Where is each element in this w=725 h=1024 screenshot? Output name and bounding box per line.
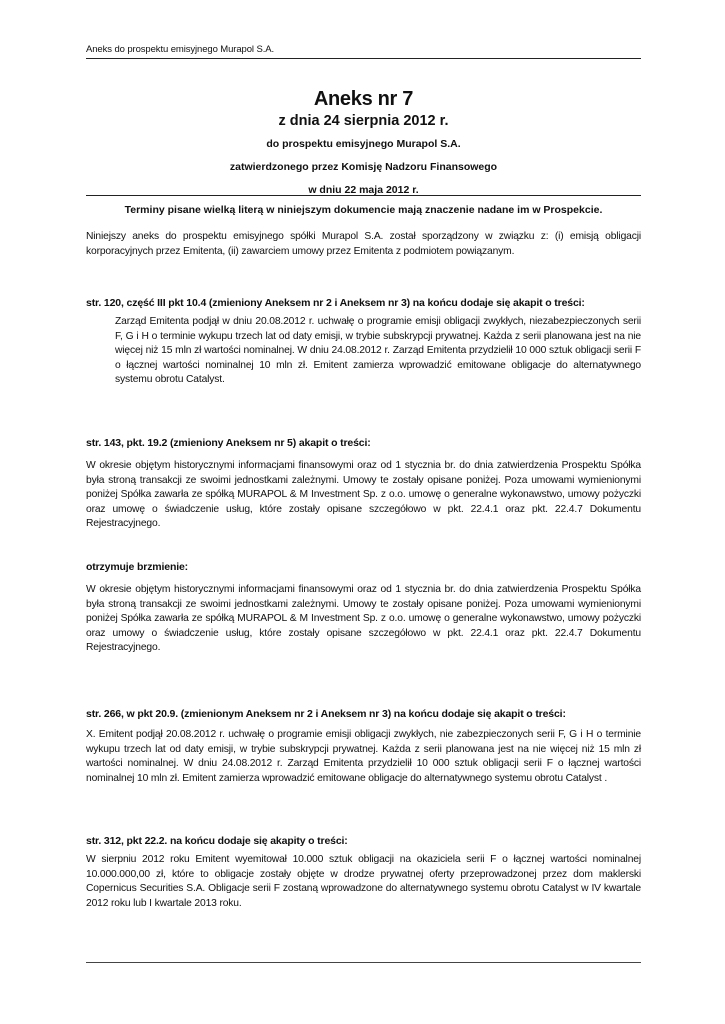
- title-line-prospectus: do prospektu emisyjnego Murapol S.A.: [266, 138, 461, 150]
- intro-paragraph: Niniejszy aneks do prospektu emisyjnego spółki Murapol S.A. został sporządzony w związku z: (i) emisją obligacji korporacyjnych przez Emitenta, (ii) zawarciem umowy przez Emitenta z podmiotem powiązanym.: [86, 231, 641, 257]
- section-3-text: X. Emitent podjął 20.08.2012 r. uchwałę o programie emisji obligacji zwykłych, nie zabezpieczonych serii F, G i H o terminie wykupu trzech lat od daty emisji, w trybie subskrypcji prywatnej. Każda z serii planowana jest na nie więcej niż 15 mln zł wartości nominalnej. W dniu 24.08.2012 r. Zarząd Emitenta przydzielił 10 000 sztuk obligacji serii F o łącznej wartości nominalnej 10 mln zł. Emitent zamierza wprowadzić emitowane obligacje do alternatywnego systemu obrotu Catalyst .: [86, 729, 641, 784]
- footer-rule: [86, 962, 641, 963]
- section-4-text: W sierpniu 2012 roku Emitent wyemitował 10.000 sztuk obligacji na okaziciela serii F o łącznej wartości nominalnej 10.000.000,00 zł, które to obligacje zostały objęte w drodze prywatnej oferty przeprowadzonej przez dom maklerski Copernicus Securities S.A. Obligacje serii F zostaną wprowadzone do alternatywnego systemu obrotu Catalyst w IV kwartale 2012 roku lub I kwartale 2013 roku.: [86, 854, 641, 909]
- title-line-approval-date: w dniu 22 maja 2012 r.: [308, 184, 419, 196]
- title-block: [86, 87, 641, 197]
- section-2-subheading: otrzymuje brzmienie:: [86, 561, 189, 573]
- running-header: Aneks do prospektu emisyjnego Murapol S.A.: [86, 44, 641, 59]
- terms-note: Terminy pisane wielką literą w niniejszym dokumencie mają znaczenie nadane im w Prospekcie.: [86, 195, 641, 217]
- section-2-heading: str. 143, pkt. 19.2 (zmieniony Aneksem nr 5) akapit o treści:: [86, 437, 371, 449]
- section-1-text: Zarząd Emitenta podjął w dniu 20.08.2012 r. uchwałę o programie emisji obligacji zwykłych, niezabezpieczonych serii F, G i H o terminie wykupu trzech lat od daty emisji, w trybie subskrypcji prywatnej. Każda z serii planowana jest na nie więcej niż 15 mln zł wartości nominalnej. W dniu 24.08.2012 r. Zarząd Emitenta przydzielił 10 000 sztuk obligacji serii F o łącznej wartości nominalnej 10 mln zł. Emitent zamierza wprowadzić emitowane obligacje do alternatywnego systemu obrotu Catalyst.: [115, 316, 641, 386]
- section-2-new-text: W okresie objętym historycznymi informacjami finansowymi oraz od 1 stycznia br. do dnia zatwierdzenia Prospektu Spółka była stroną transakcji ze swoimi jednostkami zależnymi. Umowy te zostały opisane poniżej. Poza umowami wymienionymi poniżej Spółka zawarła ze spółką MURAPOL & M Investment Sp. z o.o. umowę o generalne wykonawstwo, umowy pożyczki oraz umowy o świadczenie usług, które zostały opisane szczegółowo w pkt. 22.4.1 oraz pkt. 22.4.7 Dokumentu Rejestracyjnego.: [86, 584, 641, 654]
- section-2-text: W okresie objętym historycznymi informacjami finansowymi oraz od 1 stycznia br. do dnia zatwierdzenia Prospektu Spółka była stroną transakcji ze swoimi jednostkami zależnymi. Umowy te zostały opisane poniżej. Poza umowami wymienionymi poniżej Spółka zawarła ze spółką MURAPOL & M Investment Sp. z o.o. umowę o generalne wykonawstwo, umowy pożyczki oraz umowę o świadczenie usług, które zostały opisane szczegółowo w pkt. 22.4.1 oraz pkt. 22.4.7 Dokumentu Rejestracyjnego.: [86, 460, 641, 530]
- section-1-heading: str. 120, część III pkt 10.4 (zmieniony Aneksem nr 2 i Aneksem nr 3) na końcu dodaje się akapit o treści:: [86, 297, 585, 309]
- document-date: z dnia 24 sierpnia 2012 r.: [278, 113, 449, 129]
- section-3-heading: str. 266, w pkt 20.9. (zmienionym Aneksem nr 2 i Aneksem nr 3) na końcu dodaje się akapit o treści:: [86, 708, 566, 720]
- section-4-heading: str. 312, pkt 22.2. na końcu dodaje się akapity o treści:: [86, 835, 348, 847]
- title-line-approved: zatwierdzonego przez Komisję Nadzoru Finansowego: [229, 161, 498, 173]
- document-title: Aneks nr 7: [313, 88, 414, 110]
